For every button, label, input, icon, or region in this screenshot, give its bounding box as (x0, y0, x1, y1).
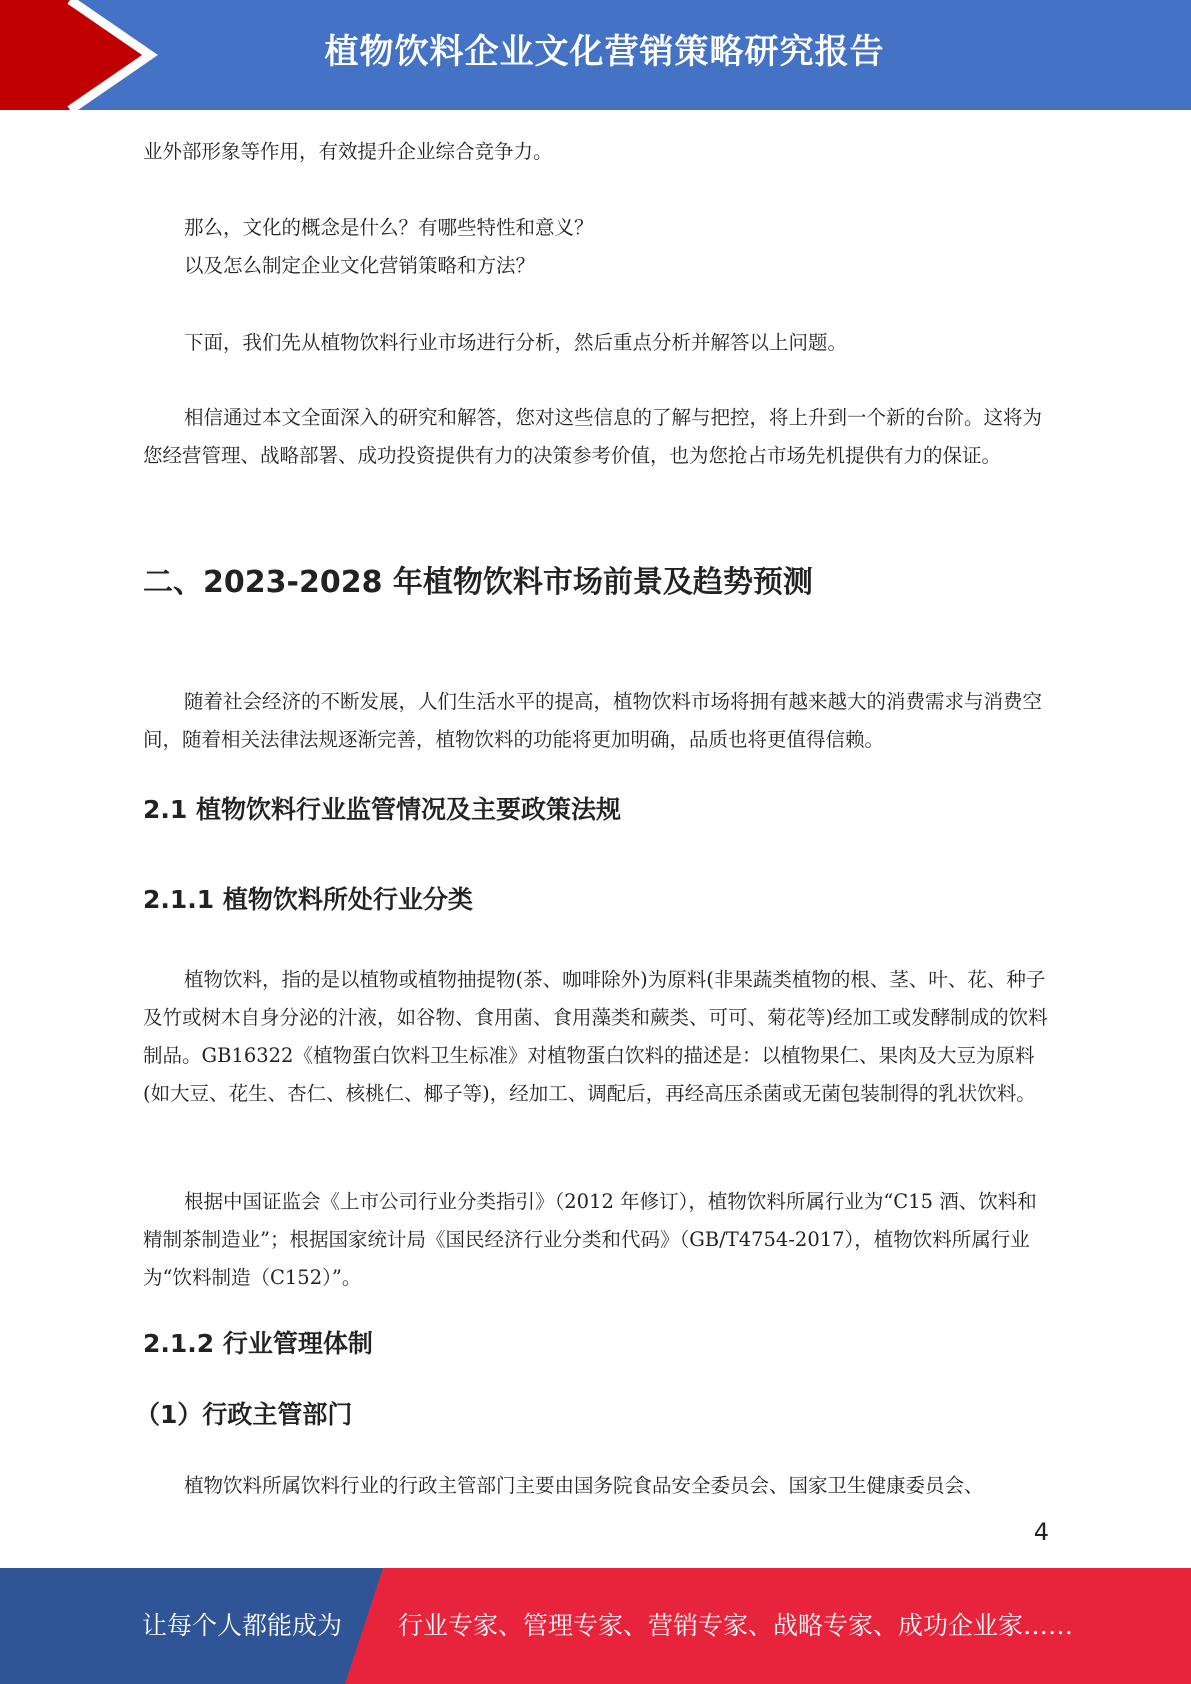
subsection-heading: 2.1 植物饮料行业监管情况及主要政策法规 (143, 795, 621, 824)
paragraph: 下面，我们先从植物饮料行业市场进行分析，然后重点分析并解答以上问题。 (184, 331, 848, 354)
paragraph: 相信通过本文全面深入的研究和解答，您对这些信息的了解与把控，将上升到一个新的台阶。这将为您经营管理、战略部署、成功投资提供有力的决策参考价值，也为您抢占市场先机提供有力的保证。 (143, 406, 1043, 467)
paragraph: 以及怎么制定企业文化营销策略和方法？ (184, 254, 536, 277)
page-footer (0, 1568, 1191, 1684)
paragraph: 根据中国证监会《上市公司行业分类指引》（2012 年修订），植物饮料所属行业为“C15 酒、饮料和精制茶制造业”；根据国家统计局《国民经济行业分类和代码》（GB/T4754-2017），植物饮料所属行业为“饮料制造（C152）”。 (143, 1190, 1037, 1289)
section-heading: 二、2023-2028 年植物饮料市场前景及趋势预测 (143, 565, 813, 600)
page-number: 4 (1033, 1518, 1049, 1546)
paragraph: 业外部形象等作用，有效提升企业综合竞争力。 (143, 140, 553, 163)
footer-slogan-right: 行业专家、管理专家、营销专家、战略专家、成功企业家…… (398, 1611, 1074, 1640)
paragraph: 那么，文化的概念是什么？有哪些特性和意义？ (184, 216, 594, 239)
paragraph: 植物饮料所属饮料行业的行政主管部门主要由国务院食品安全委员会、国家卫生健康委员会、 (184, 1474, 984, 1497)
page-header (0, 0, 1191, 110)
footer-slogan-left: 让每个人都能成为 (142, 1611, 343, 1640)
paragraph: 植物饮料，指的是以植物或植物抽提物(茶、咖啡除外)为原料(非果蔬类植物的根、茎、叶、花、种子及竹或树木自身分泌的汁液，如谷物、食用菌、食用藻类和蕨类、可可、菊花等)经加工或发酵制成的饮料制品。GB16322《植物蛋白饮料卫生标准》对植物蛋白饮料的描述是：以植物果仁、果肉及大豆为原料(如大豆、花生、杏仁、核桃仁、椰子等)，经加工、调配后，再经高压杀菌或无菌包装制得的乳状饮料。 (143, 968, 1048, 1105)
paragraph: 随着社会经济的不断发展，人们生活水平的提高，植物饮料市场将拥有越来越大的消费需求与消费空间，随着相关法律法规逐渐完善，植物饮料的功能将更加明确，品质也将更值得信赖。 (143, 690, 1043, 751)
subsection-heading: 2.1.2 行业管理体制 (143, 1329, 373, 1358)
report-title: 植物饮料企业文化营销策略研究报告 (324, 32, 885, 72)
subsection-heading: （1）行政主管部门 (135, 1400, 353, 1429)
subsection-heading: 2.1.1 植物饮料所处行业分类 (143, 885, 473, 914)
